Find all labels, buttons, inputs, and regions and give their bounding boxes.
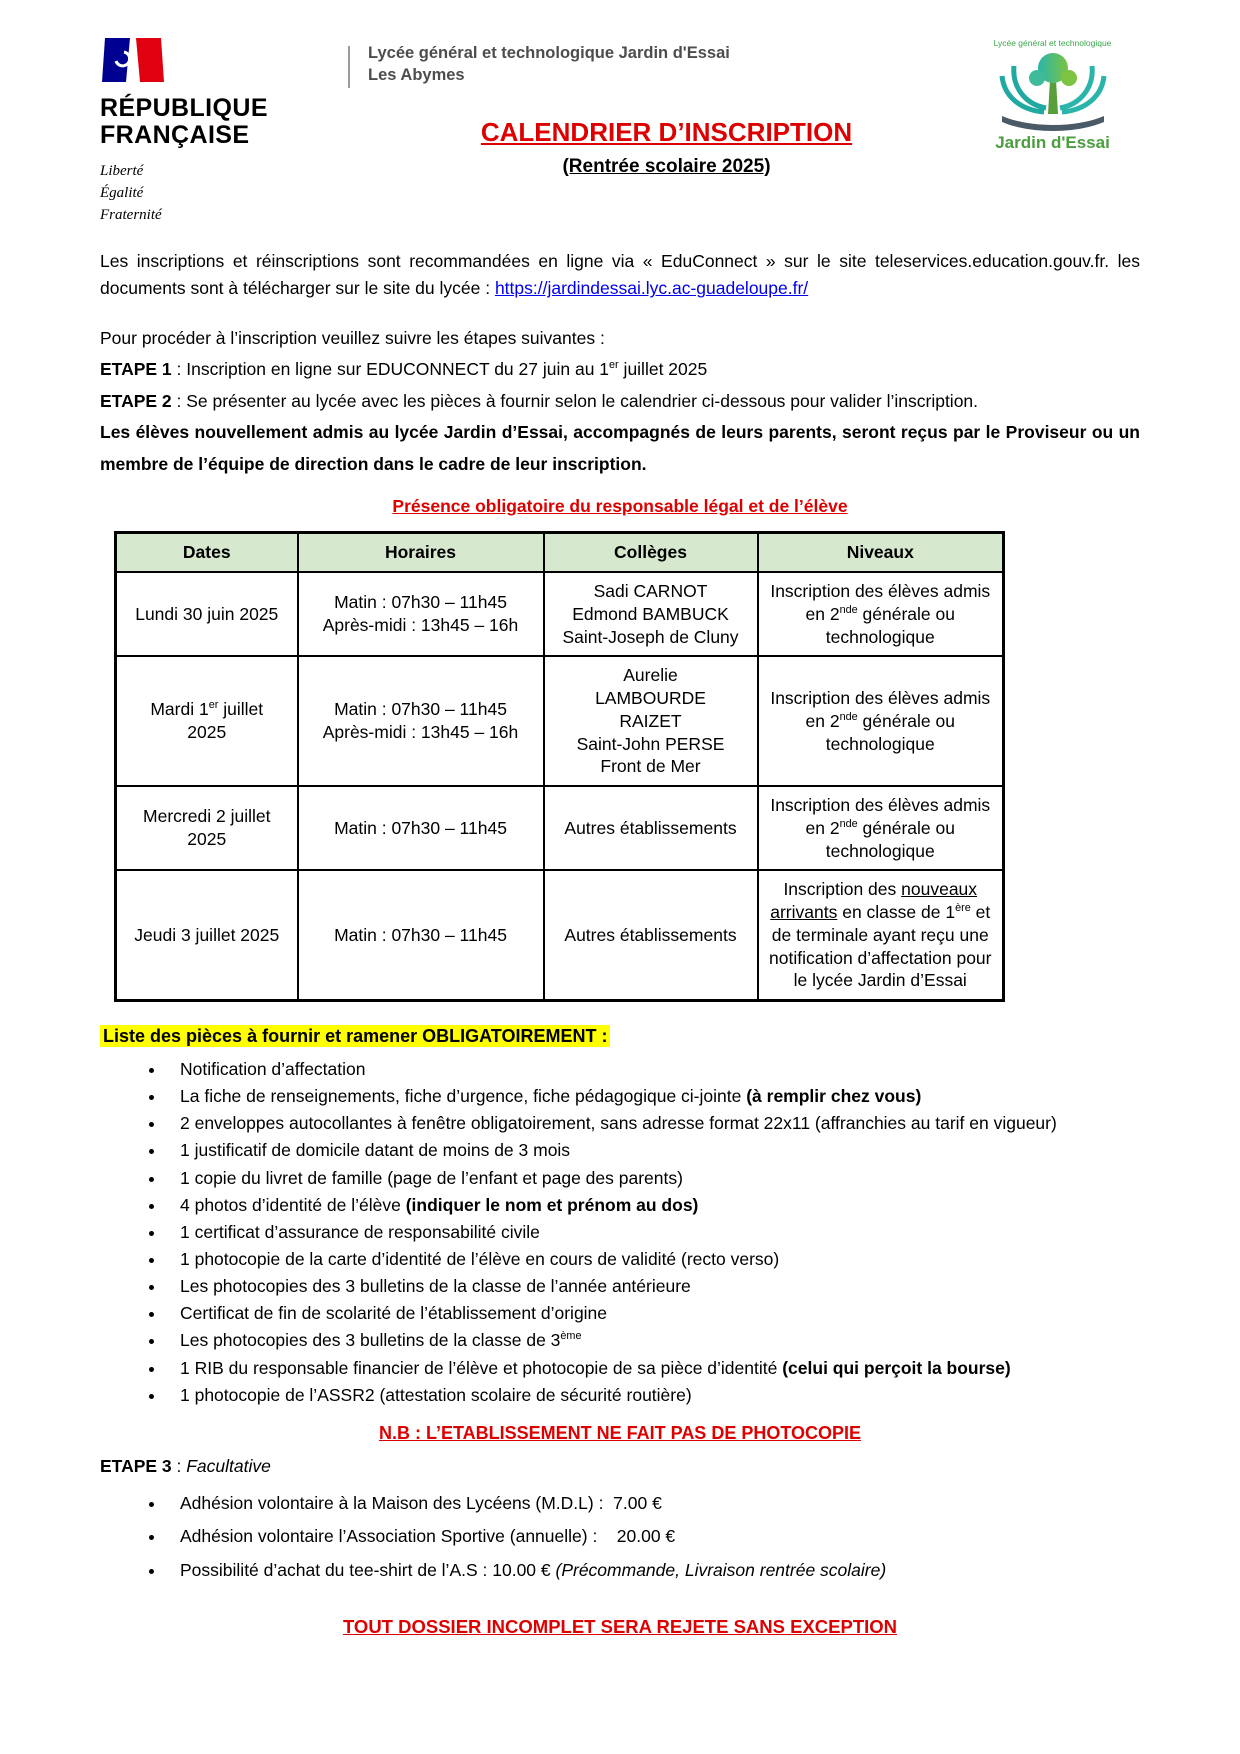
levels-cell: Inscription des élèves admis en 2nde générale ou technologique xyxy=(758,786,1004,870)
checklist-item: • 1 photocopie de l’ASSR2 (attestation scolaire de sécurité routière) xyxy=(166,1383,1140,1407)
checklist-item: • 1 justificatif de domicile datant de moins de 3 mois xyxy=(166,1138,1140,1162)
checklist-item: • 4 photos d’identité de l’élève (indiquer le nom et prénom au dos) xyxy=(166,1193,1140,1217)
title-block xyxy=(368,117,965,178)
book-tree-icon xyxy=(965,48,1140,137)
checklist-item: • 1 photocopie de la carte d’identité de l’élève en cours de validité (recto verso) xyxy=(166,1247,1140,1271)
steps-intro: Pour procéder à l’inscription veuillez suivre les étapes suivantes : xyxy=(100,327,605,348)
footer-warning: TOUT DOSSIER INCOMPLET SERA REJETE SANS EXCEPTION xyxy=(342,1616,898,1638)
date-cell: Mardi 1er juillet 2025 xyxy=(116,656,298,786)
site-link[interactable]: https://jardindessai.lyc.ac-guadeloupe.fr/ xyxy=(494,278,809,299)
table-caption: Présence obligatoire du responsable légal et de l’élève xyxy=(392,496,848,516)
republique-francaise-logo xyxy=(100,38,348,226)
fee-item: • Adhésion volontaire à la Maison des Lycéens (M.D.L) : 7.00 € xyxy=(166,1491,1140,1516)
fee-item: • Possibilité d’achat du tee-shirt de l’A.S : 10.00 € (Précommande, Livraison rentrée scolaire) xyxy=(166,1558,1140,1583)
colleges-cell: Aurelie LAMBOURDE RAIZET Saint-John PERSE Front de Mer xyxy=(544,656,758,786)
table-row xyxy=(116,572,1004,656)
checklist-item: • Notification d’affectation xyxy=(166,1057,1140,1081)
date-cell: Lundi 30 juin 2025 xyxy=(116,572,298,656)
checklist-heading xyxy=(100,1026,1140,1047)
date-cell: Mercredi 2 juillet 2025 xyxy=(116,786,298,870)
inscription-table xyxy=(114,531,1005,1002)
nb-note: N.B : L’ETABLISSEMENT NE FAIT PAS DE PHOTOCOPIE xyxy=(378,1422,862,1443)
header-separator xyxy=(348,46,350,88)
etape3-line: ETAPE 3 : Facultative xyxy=(100,1455,271,1476)
levels-cell: Inscription des élèves admis en 2nde générale ou technologique xyxy=(758,656,1004,786)
page-subtitle: (Rentrée scolaire 2025) xyxy=(562,155,771,177)
table-row xyxy=(116,870,1004,1000)
intro-text: Les inscriptions et réinscriptions sont recommandées en ligne via « EduConnect » sur le site teleservices.education.gouv.fr. les documents sont à télécharger sur le site du lycée : xyxy=(100,251,1140,299)
french-flag-icon xyxy=(102,38,348,87)
motto: Liberté Égalité Fraternité xyxy=(100,163,162,223)
table-header-row xyxy=(116,533,1004,573)
checklist-item: • 2 enveloppes autocollantes à fenêtre obligatoirement, sans adresse format 22x11 (affranchies au tarif en vigueur) xyxy=(166,1111,1140,1135)
colleges-cell: Autres établissements xyxy=(544,786,758,870)
levels-cell: Inscription des nouveaux arrivants en classe de 1ère et de terminale ayant reçu une notification d’affectation pour le lycée Jardin d’Essai xyxy=(758,870,1004,1000)
column-header-colleges: Collèges xyxy=(544,533,758,573)
checklist-item: • Certificat de fin de scolarité de l’établissement d’origine xyxy=(166,1301,1140,1325)
header-center xyxy=(348,38,965,178)
column-header-horaires: Horaires xyxy=(298,533,544,573)
etape2-line: ETAPE 2 : Se présenter au lycée avec les pièces à fournir selon le calendrier ci-dessous pour valider l’inscription. xyxy=(100,390,979,411)
table-row xyxy=(116,786,1004,870)
date-cell: Jeudi 3 juillet 2025 xyxy=(116,870,298,1000)
fees-list xyxy=(166,1491,1140,1583)
hours-cell: Matin : 07h30 – 11h45 xyxy=(298,786,544,870)
hours-cell: Matin : 07h30 – 11h45 Après-midi : 13h45 – 16h xyxy=(298,656,544,786)
checklist-item: • Les photocopies des 3 bulletins de la classe de 3ème xyxy=(166,1328,1140,1352)
school-name: Lycée général et technologique Jardin d'Essai Les Abymes xyxy=(368,44,730,85)
school-logo-caption: Lycée général et technologique xyxy=(993,38,1112,48)
hours-cell: Matin : 07h30 – 11h45 xyxy=(298,870,544,1000)
header xyxy=(100,38,1140,226)
colleges-cell: Autres établissements xyxy=(544,870,758,1000)
intro-paragraph xyxy=(100,248,1140,302)
school-logo-name: Jardin d'Essai xyxy=(995,133,1110,152)
colleges-cell: Sadi CARNOT Edmond BAMBUCK Saint-Joseph de Cluny xyxy=(544,572,758,656)
steps-section xyxy=(100,323,1140,481)
checklist-item: • Les photocopies des 3 bulletins de la classe de l’année antérieure xyxy=(166,1274,1140,1298)
new-students-note: Les élèves nouvellement admis au lycée Jardin d’Essai, accompagnés de leurs parents, seront reçus par le Proviseur ou un membre de l’équipe de direction dans le cadre de leur inscription. xyxy=(100,422,1140,474)
page-title: CALENDRIER D’INSCRIPTION xyxy=(480,116,853,147)
column-header-niveaux: Niveaux xyxy=(758,533,1004,573)
checklist-item: • 1 copie du livret de famille (page de l’enfant et page des parents) xyxy=(166,1166,1140,1190)
etape1-line: ETAPE 1 : Inscription en ligne sur EDUCONNECT du 27 juin au 1er juillet 2025 xyxy=(100,359,708,379)
checklist-item: • 1 certificat d’assurance de responsabilité civile xyxy=(166,1220,1140,1244)
table-row xyxy=(116,656,1004,786)
checklist-item: • La fiche de renseignements, fiche d’urgence, fiche pédagogique ci-jointe (à remplir chez vous) xyxy=(166,1084,1140,1108)
hours-cell: Matin : 07h30 – 11h45 Après-midi : 13h45 – 16h xyxy=(298,572,544,656)
checklist xyxy=(166,1057,1140,1407)
checklist-heading-text: Liste des pièces à fournir et ramener OBLIGATOIREMENT : xyxy=(100,1025,610,1047)
republique-name: RÉPUBLIQUE FRANÇAISE xyxy=(100,94,268,149)
checklist-item: • 1 RIB du responsable financier de l’élève et photocopie de sa pièce d’identité (celui qui perçoit la bourse) xyxy=(166,1356,1140,1380)
column-header-dates: Dates xyxy=(116,533,298,573)
fee-item: • Adhésion volontaire l’Association Sportive (annuelle) : 20.00 € xyxy=(166,1524,1140,1549)
school-logo xyxy=(965,38,1140,153)
levels-cell: Inscription des élèves admis en 2nde générale ou technologique xyxy=(758,572,1004,656)
